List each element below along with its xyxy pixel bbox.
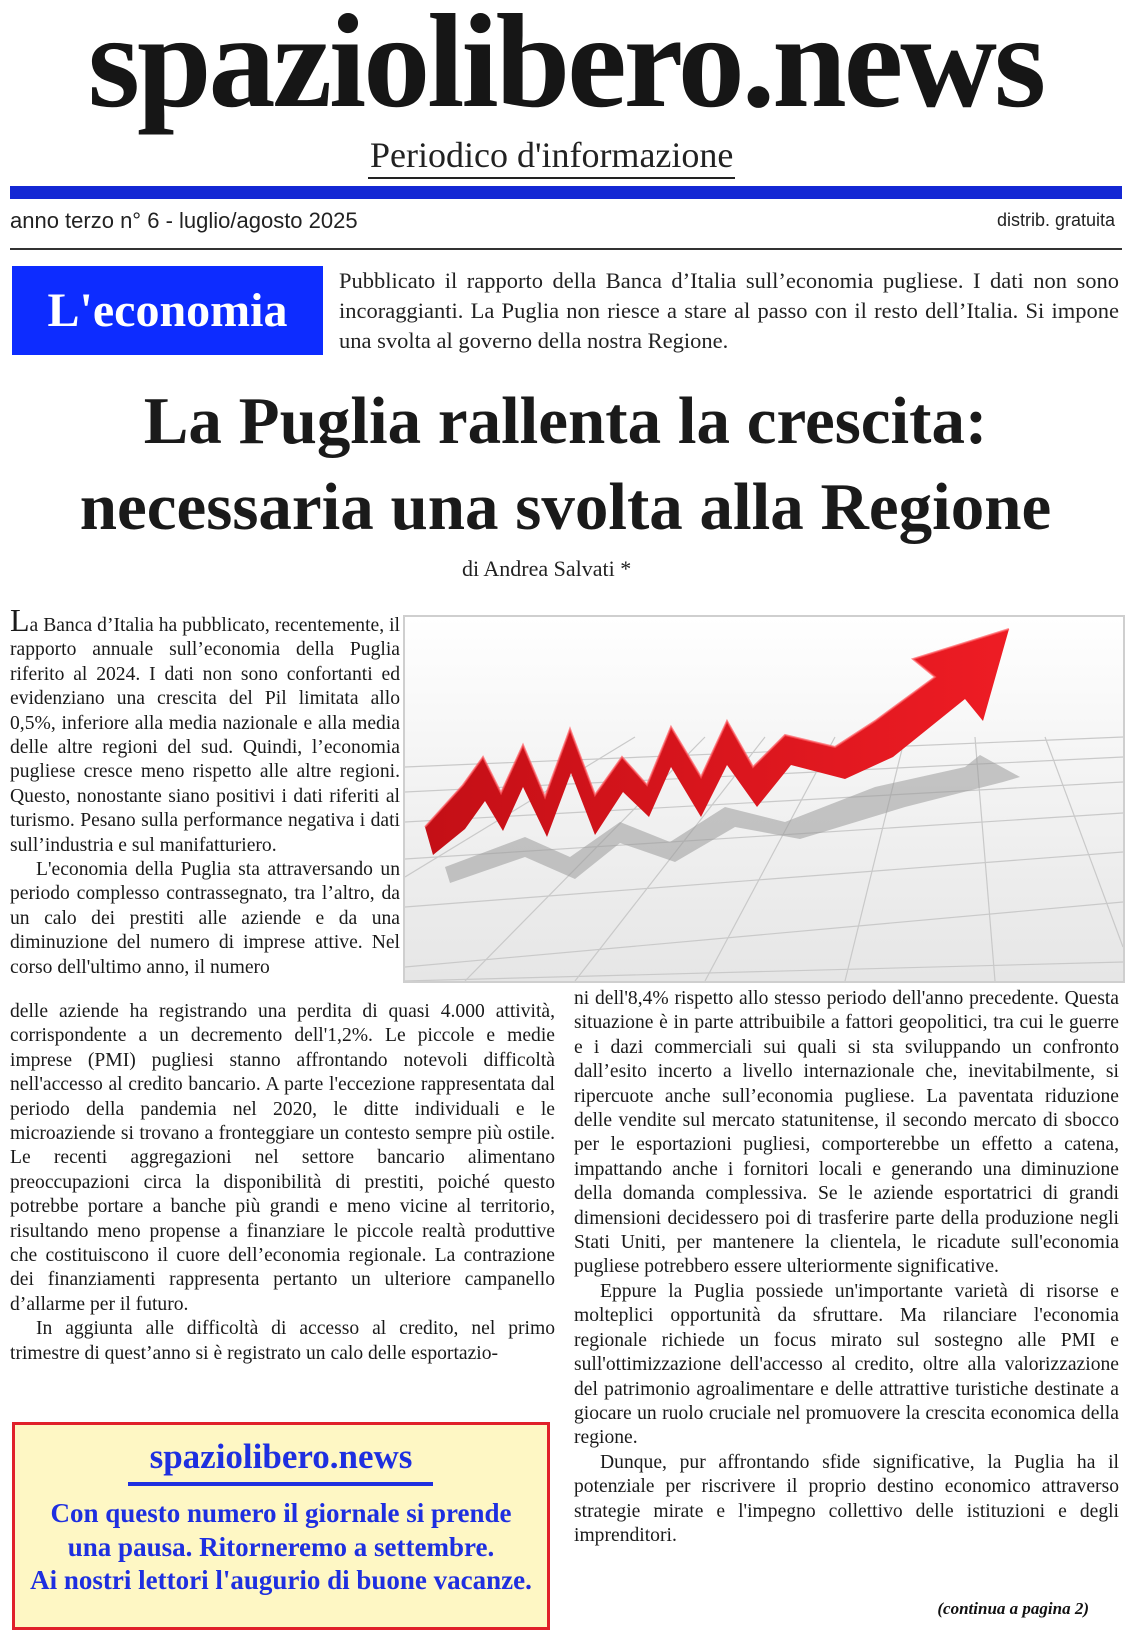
headline-line-2: necessaria una svolta alla Regione [79,470,1052,544]
headline-line-1: La Puglia rallenta la crescita: [143,384,988,458]
header-divider [10,248,1122,250]
promo-message [15,1497,547,1598]
promo-box [12,1422,550,1630]
paragraph-1 [10,602,400,858]
paragraph-4: Eppure la Puglia possiede un'importante varietà di risorse e molteplici opportunità da sfruttare. Ma rilanciare l'economia regionale richiede un focus mirato sul sostegno alle PMI e sull'ottimizzazione dell'accesso al credito, oltre alla valorizzazione del patrimonio agroalimentare e delle attrattive turistiche destinate a giocare un ruolo cruciale nel promuovere la crescita economica della regione. [574,1280,1119,1449]
paragraph-1-text: a Banca d’Italia ha pubblicato, recentemente, il rapporto annuale sull’economia della Puglia riferito al 2024. I dati non sono confortanti ed evidenziano una crescita del Pil limitata allo 0,5%, inferiore alla media nazionale e alla media delle altre regioni del sud. Quindi, l’economia pugliese cresce meno rispetto alle altre regioni. Questo, nonostante siano positivi i dati riferiti al turismo. Pesano sulla performance negativa i dati sull’industria e sul manifatturiero. [10,615,400,856]
illustration-graphic [405,617,1123,981]
article-column-left-bottom [10,1000,555,1366]
promo-line-3: Ai nostri lettori l'augurio di buone vacanze. [30,1565,532,1595]
article-headline [0,378,1131,550]
paragraph-2-start: L'economia della Puglia sta attraversando un periodo complesso contrassegnato, tra l’altro, da un calo dei prestiti alle aziende e da una diminuzione del numero di imprese attive. Nel corso dell'ultimo anno, il numero [10,859,400,978]
masthead-subtitle: Periodico d'informazione [368,133,735,179]
paragraph-3-continued: ni dell'8,4% rispetto allo stesso periodo dell'anno precedente. Questa situazione è in parte attribuibile a fattori geopolitici, tra cui le guerre e i dazi commerciali sui quali si sta sviluppando un confronto dall’esito incerto a livello internazionale che, inevitabilmente, si ripercuote anche sull’economia pugliese. La paventata riduzione delle vendite sul mercato statunitense, il secondo mercato di sbocco per le esportazioni pugliesi, comporterebbe un effetto a catena, impattando anche i fornitori locali e generando una diminuzione della domanda complessiva. Se le aziende esportatrici di grandi dimensioni decidessero poi di trasferire parte della produzione negli Stati Uniti, per mantenere la clientela, le ricadute sull'economia pugliese potrebbero essere ulteriormente significative. [574,988,1119,1278]
issue-info: anno terzo n° 6 - luglio/agosto 2025 [10,208,358,233]
distribution-note: distrib. gratuita [996,210,1115,230]
drop-cap: L [10,602,30,638]
promo-title: spaziolibero.news [149,1437,413,1476]
promo-title-underline [128,1482,433,1486]
paragraph-5: Dunque, pur affrontando sfide significative, la Puglia ha il potenziale per riscrivere il proprio destino economico attraverso strategie mirate e l'impegno collettivo delle istituzioni e degli imprenditori. [574,1451,1119,1546]
article-column-right [574,987,1119,1548]
promo-line-2: una pausa. Ritorneremo a settembre. [67,1531,495,1562]
section-label: L'economia [12,266,323,355]
masthead-title: spaziolibero.news [87,0,1044,135]
rising-red-arrow-chart-icon [403,615,1125,983]
promo-line-1: Con questo numero il giornale si prende [50,1498,512,1528]
paragraph-3-start: In aggiunta alle difficoltà di accesso al credito, nel primo trimestre di quest’anno si è registrato un calo delle esportazio- [10,1318,555,1364]
continued-note[interactable]: (continua a pagina 2) [937,1599,1089,1618]
section-intro: Pubblicato il rapporto della Banca d’Italia sull’economia pugliese. I dati non sono incoraggianti. La Puglia non riesce a stare al passo con il resto dell’Italia. Si impone una svolta al governo della nostra Regione. [339,268,1119,353]
article-byline: di Andrea Salvati * [462,556,632,581]
article-column-left-top [10,602,400,980]
masthead-blue-rule [10,186,1122,199]
paragraph-2-continued: delle aziende ha registrando una perdita di quasi 4.000 attività, corrispondente a un decremento dell'1,2%. Le piccole e medie imprese (PMI) pugliesi stanno affrontando notevoli difficoltà nell'accesso al credito bancario. A parte l'eccezione rappresentata dal periodo della pandemia nel 2020, le ditte individuali e le microaziende si trovano a fronteggiare un contesto sempre più ostile. Le recenti aggregazioni nel settore bancario alimentano preoccupazioni circa la disponibilità di prestiti, poiché questo potrebbe portare a banche più grandi e meno vicine al territorio, risultando meno propense a finanziare le piccole realtà produttive che costituiscono il cuore dell’economia regionale. La contrazione dei finanziamenti rappresenta pertanto un ulteriore campanello d’allarme per il futuro. [10,1001,555,1315]
